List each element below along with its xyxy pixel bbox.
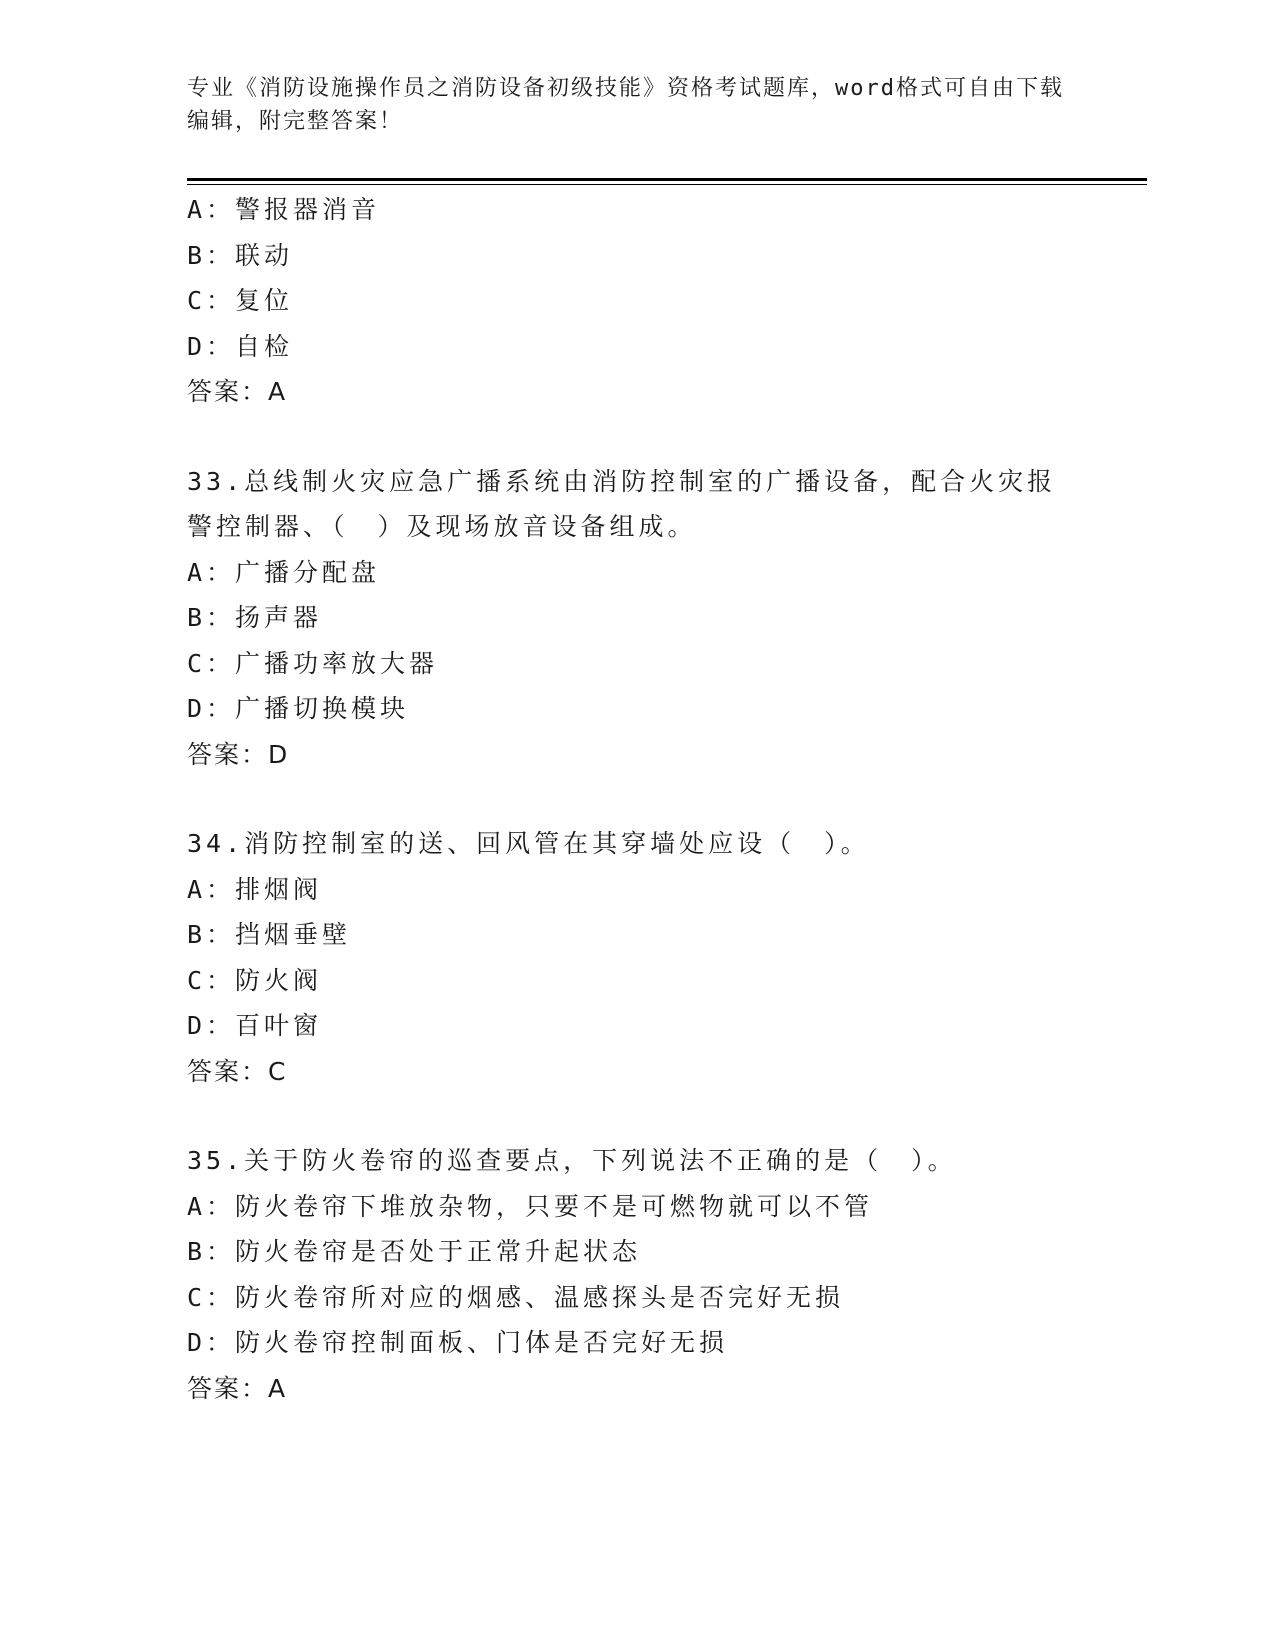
question-text: 34.消防控制室的送、回风管在其穿墙处应设（ ）。 (187, 829, 870, 858)
option-c: C：广播功率放大器 (187, 648, 439, 678)
spacer (187, 1094, 1147, 1138)
answer-line: 答案：A (187, 1373, 288, 1403)
option-a: A：广播分配盘 (187, 557, 381, 587)
question-text: 33.总线制火灾应急广播系统由消防控制室的广播设备，配合火灾报警控制器、（ ）及现场放音设备组成。 (187, 466, 1057, 541)
option-d: D：防火卷帘控制面板、门体是否完好无损 (187, 1328, 729, 1357)
question-block-32 (187, 187, 1147, 415)
option-b: B：挡烟垂壁 (187, 920, 352, 949)
option-a: A：防火卷帘下堆放杂物，只要不是可燃物就可以不管 (187, 1191, 874, 1221)
spacer (187, 777, 1147, 821)
option-c: C：防火卷帘所对应的烟感、温感探头是否完好无损 (187, 1282, 845, 1312)
question-block-34 (187, 821, 1147, 1094)
option-d: D：百叶窗 (187, 1011, 323, 1040)
question-list (187, 187, 1147, 1411)
answer-line: 答案：A (187, 377, 288, 406)
option-b: B：联动 (187, 240, 294, 270)
option-d: D：自检 (187, 331, 294, 361)
option-d: D：广播切换模块 (187, 694, 410, 723)
question-block-35 (187, 1138, 1147, 1411)
option-b: B：扬声器 (187, 603, 323, 632)
question-text: 35.关于防火卷帘的巡查要点，下列说法不正确的是（ ）。 (187, 1146, 957, 1175)
option-c: C：防火阀 (187, 965, 323, 995)
spacer (187, 415, 1147, 459)
answer-line: 答案：C (187, 1056, 288, 1086)
header-divider-thin (187, 184, 1147, 185)
option-b: B：防火卷帘是否处于正常升起状态 (187, 1237, 642, 1266)
header-divider-thick (187, 178, 1147, 181)
answer-line: 答案：D (187, 739, 290, 769)
option-c: C：复位 (187, 286, 294, 315)
option-a: A：排烟阀 (187, 874, 323, 904)
question-block-33 (187, 459, 1147, 778)
option-a: A：警报器消音 (187, 195, 381, 224)
document-header: 专业《消防设施操作员之消防设备初级技能》资格考试题库，word格式可自由下载编辑，附完整答案！ (187, 76, 1064, 134)
